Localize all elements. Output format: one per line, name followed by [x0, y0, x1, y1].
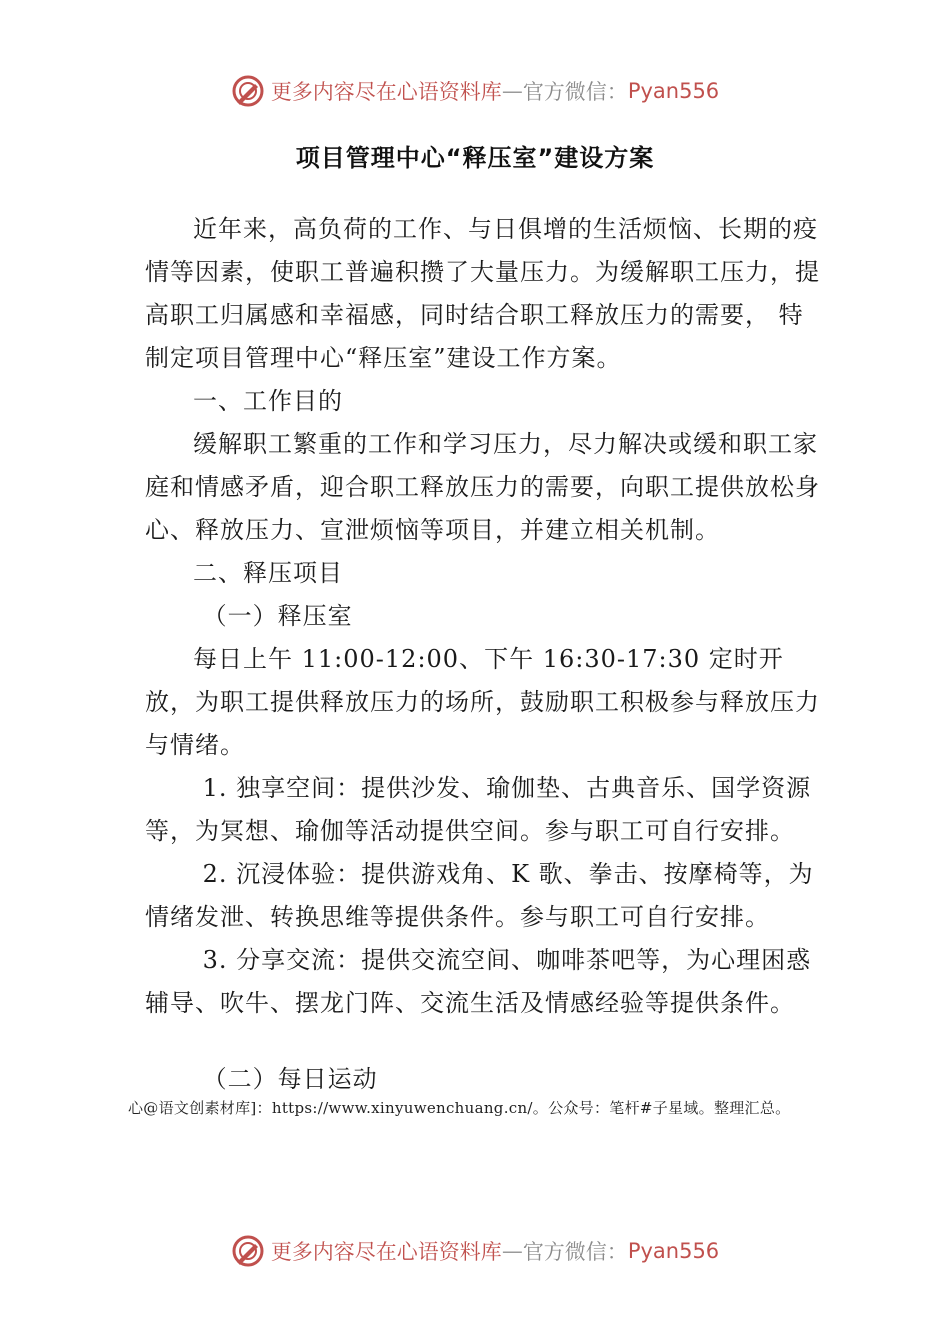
bottom-watermark-banner — [0, 1234, 950, 1268]
list-item: 2. 沉浸体验：提供游戏角、K 歌、拳击、按摩椅等，为情绪发泄、转换思维等提供条件。参与职工可自行安排。 — [145, 860, 814, 931]
watermark-dash: — — [501, 79, 523, 103]
goal-paragraph: 缓解职工繁重的工作和学习压力，尽力解决或缓和职工家庭和情感矛盾，迎合职工释放压力的需要，向职工提供放松身心、释放压力、宣泄烦恼等项目，并建立相关机制。 — [145, 430, 820, 544]
watermark-label: 官方微信： — [522, 80, 628, 104]
watermark-main-text: 更多内容尽在心语资料库 — [270, 1240, 502, 1264]
watermark-main-text: 更多内容尽在心语资料库 — [270, 80, 502, 104]
section-heading-projects: 二、释压项目 — [193, 559, 343, 587]
watermark-dash: — — [501, 1239, 523, 1263]
subsection-heading-exercise: （二）每日运动 — [202, 1065, 378, 1093]
intro-paragraph: 近年来，高负荷的工作、与日俱增的生活烦恼、长期的疫情等因素，使职工普遍积攒了大量压力。为缓解职工压力，提高职工归属感和幸福感，同时结合职工释放压力的需要， 特制定项目管理中心“释压室”建设工作方案。 — [145, 215, 820, 372]
subsection-heading-room: （一）释压室 — [202, 602, 353, 630]
list-item: 1. 独享空间：提供沙发、瑜伽垫、古典音乐、国学资源等，为冥想、瑜伽等活动提供空间。参与职工可自行安排。 — [145, 774, 812, 845]
source-footer-note: 心@语文创素材库]：https://www.xinyuwenchuang.cn/。公众号：笔杆#子星域。整理汇总。 — [128, 1099, 791, 1117]
document-title: 项目管理中心“释压室”建设方案 — [295, 144, 655, 172]
watermark-handle: Pyan556 — [627, 1239, 720, 1263]
watermark-label: 官方微信： — [522, 1240, 628, 1264]
brand-logo-icon — [231, 74, 265, 108]
schedule-paragraph: 每日上午 11:00-12:00、下午 16:30-17:30 定时开放，为职工提供释放压力的场所，鼓励职工积极参与释放压力与情绪。 — [145, 645, 820, 759]
document-body — [145, 208, 825, 1101]
top-watermark-banner — [0, 74, 950, 108]
brand-logo-icon — [231, 1234, 265, 1268]
section-heading-goal: 一、工作目的 — [193, 387, 343, 415]
watermark-handle: Pyan556 — [627, 79, 720, 103]
list-item: 3. 分享交流：提供交流空间、咖啡茶吧等，为心理困惑辅导、吹牛、摆龙门阵、交流生活及情感经验等提供条件。 — [145, 946, 812, 1017]
